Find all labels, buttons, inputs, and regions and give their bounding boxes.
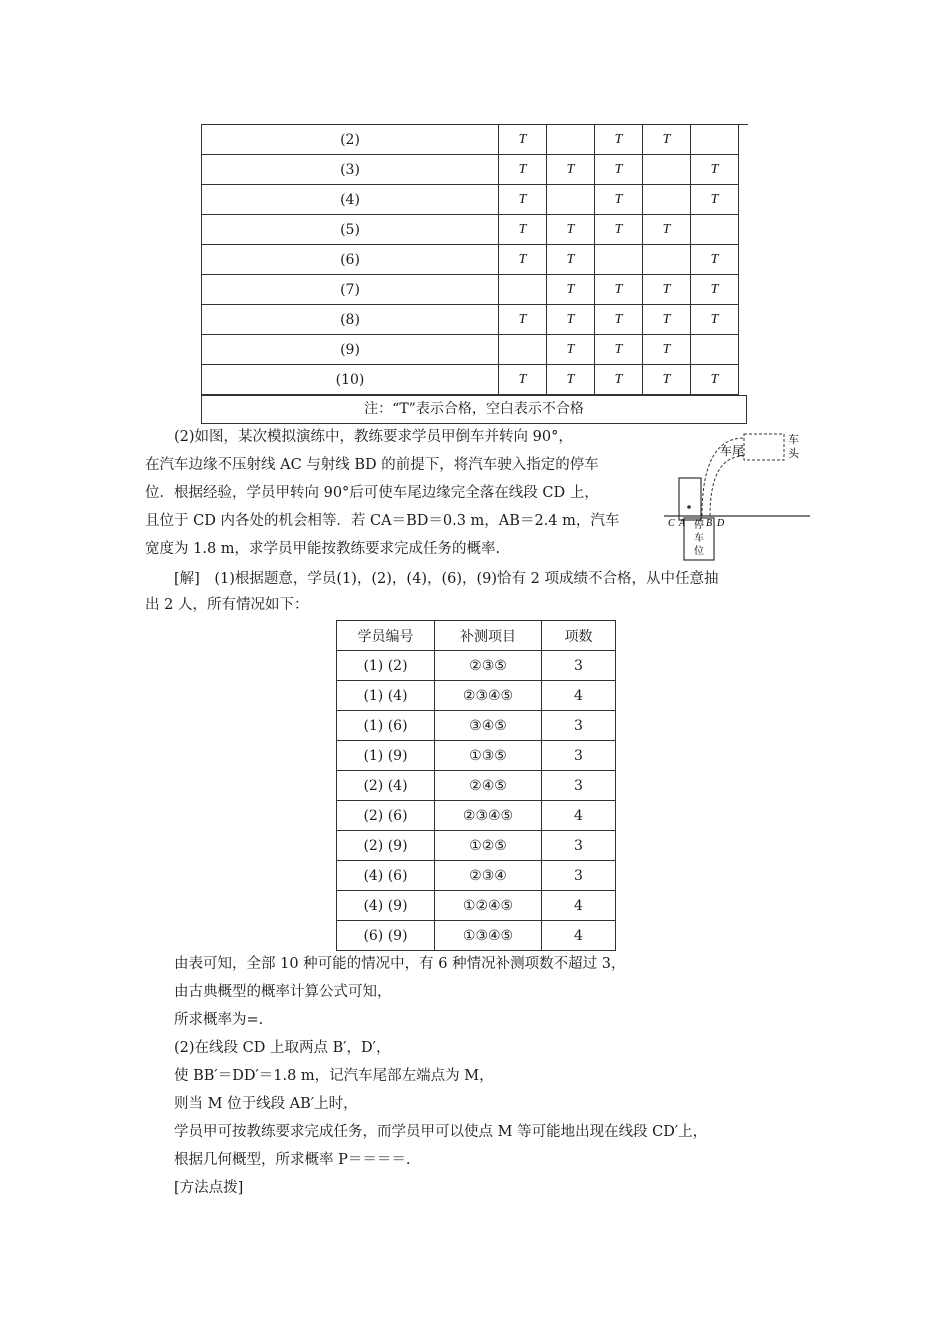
score-cell: T: [595, 185, 643, 215]
score-cell: T: [691, 275, 739, 305]
score-cell: T: [691, 185, 739, 215]
label-car-head-2: 头: [788, 447, 799, 460]
combo-cell: ②③⑤: [435, 651, 542, 681]
combo-row: [337, 711, 616, 741]
score-cell: T: [595, 335, 643, 365]
student-id-cell: (3): [202, 155, 499, 185]
score-cell: T: [643, 275, 691, 305]
combo-cell: 4: [542, 801, 616, 831]
combination-table: [336, 620, 616, 951]
score-cell: [643, 155, 691, 185]
score-cell: T: [691, 305, 739, 335]
combo-row: [337, 831, 616, 861]
score-cell: T: [643, 365, 691, 395]
score-cell: T: [499, 245, 547, 275]
student-id-cell: (7): [202, 275, 499, 305]
point-a: A: [679, 518, 686, 529]
combo-cell: 3: [542, 741, 616, 771]
score-row: [202, 335, 739, 365]
car-solid: [679, 478, 701, 520]
parking-diagram: [662, 428, 812, 563]
parking-label-2: 车: [694, 533, 704, 544]
label-car-tail: 车尾: [720, 444, 745, 458]
solution-line-1: [解] (1)根据题意，学员(1)，(2)，(4)，(6)，(9)恰有 2 项成绩不合格，从中任意抽: [174, 571, 719, 587]
combo-header-row: [337, 621, 616, 651]
score-row: [202, 305, 739, 335]
combo-cell: 3: [542, 861, 616, 891]
score-cell: [691, 215, 739, 245]
parking-label-1: 停: [694, 520, 704, 531]
solution-line-2: 出 2 人，所有情况如下：: [145, 597, 309, 613]
score-row: [202, 215, 739, 245]
combo-cell: ②③④⑤: [435, 801, 542, 831]
combo-cell: 3: [542, 711, 616, 741]
score-row: [202, 275, 739, 305]
combo-row: [337, 861, 616, 891]
conclusion-line-3: 所求概率为=.: [174, 1012, 264, 1028]
combo-cell: (2) (6): [337, 801, 435, 831]
problem-line-4: 且位于 CD 内各处的机会相等．若 CA＝BD＝0.3 m，AB＝2.4 m，汽车: [145, 513, 620, 529]
student-id-cell: (2): [202, 125, 499, 155]
student-id-cell: (5): [202, 215, 499, 245]
conclusion-line-6: 则当 M 位于线段 AB′上时，: [174, 1096, 358, 1112]
problem-line-3: 位．根据经验，学员甲转向 90°后可使车尾边缘完全落在线段 CD 上，: [145, 485, 599, 501]
score-table: [201, 124, 739, 395]
combo-cell: ②③④⑤: [435, 681, 542, 711]
score-cell: T: [499, 185, 547, 215]
score-cell: T: [547, 365, 595, 395]
combo-cell: (2) (4): [337, 771, 435, 801]
score-cell: T: [595, 215, 643, 245]
score-row: [202, 155, 739, 185]
combo-cell: 4: [542, 921, 616, 951]
score-cell: T: [595, 275, 643, 305]
parking-label-3: 位: [694, 546, 704, 557]
score-cell: [499, 275, 547, 305]
car-dashed: [744, 434, 784, 460]
score-cell: [643, 185, 691, 215]
score-cell: T: [499, 305, 547, 335]
combo-cell: 4: [542, 681, 616, 711]
score-cell: T: [691, 365, 739, 395]
score-cell: T: [499, 155, 547, 185]
score-cell: [499, 335, 547, 365]
score-cell: [547, 125, 595, 155]
conclusion-line-5: 使 BB′＝DD′＝1.8 m，记汽车尾部左端点为 M，: [174, 1068, 494, 1084]
score-cell: T: [547, 275, 595, 305]
combo-cell: (1) (4): [337, 681, 435, 711]
conclusion-line-1: 由表可知，全部 10 种可能的情况中，有 6 种情况补测项数不超过 3，: [174, 956, 626, 972]
combo-cell: ①③⑤: [435, 741, 542, 771]
combo-header-cell: 学员编号: [337, 621, 435, 651]
point-d: D: [717, 518, 725, 529]
score-cell: [643, 245, 691, 275]
point-b: B: [706, 518, 713, 529]
point-c: C: [668, 518, 675, 529]
student-id-cell: (6): [202, 245, 499, 275]
score-cell: T: [547, 155, 595, 185]
conclusion-line-7: 学员甲可按教练要求完成任务，而学员甲可以使点 M 等可能地出现在线段 CD′上，: [174, 1124, 708, 1140]
score-cell: T: [595, 305, 643, 335]
combo-row: [337, 681, 616, 711]
conclusion-line-8: 根据几何概型，所求概率 P＝＝＝＝.: [174, 1152, 411, 1168]
combo-row: [337, 651, 616, 681]
score-cell: [547, 185, 595, 215]
score-row: [202, 365, 739, 395]
score-cell: T: [643, 335, 691, 365]
combo-row: [337, 921, 616, 951]
conclusion-line-4: (2)在线段 CD 上取两点 B′，D′，: [174, 1040, 391, 1056]
table-edge-mark: [738, 124, 748, 125]
combo-cell: 4: [542, 891, 616, 921]
combo-row: [337, 891, 616, 921]
score-cell: T: [643, 215, 691, 245]
combo-cell: 3: [542, 651, 616, 681]
combo-cell: (1) (6): [337, 711, 435, 741]
car-center-dot: [687, 505, 691, 509]
combo-cell: ②③④: [435, 861, 542, 891]
score-cell: T: [499, 215, 547, 245]
score-cell: T: [643, 305, 691, 335]
combo-cell: (6) (9): [337, 921, 435, 951]
combo-row: [337, 771, 616, 801]
score-row: [202, 245, 739, 275]
score-row: [202, 125, 739, 155]
combo-cell: (2) (9): [337, 831, 435, 861]
combo-header-cell: 项数: [542, 621, 616, 651]
score-cell: T: [595, 365, 643, 395]
combo-row: [337, 801, 616, 831]
score-cell: T: [643, 125, 691, 155]
student-id-cell: (10): [202, 365, 499, 395]
score-row: [202, 185, 739, 215]
score-cell: T: [499, 365, 547, 395]
turn-arc-inner: [710, 456, 744, 516]
score-cell: T: [499, 125, 547, 155]
problem-line-1: (2)如图，某次模拟演练中，教练要求学员甲倒车并转向 90°，: [174, 429, 573, 445]
combo-row: [337, 741, 616, 771]
problem-line-5: 宽度为 1.8 m，求学员甲能按教练要求完成任务的概率.: [145, 541, 501, 557]
combo-cell: ③④⑤: [435, 711, 542, 741]
combo-cell: (1) (9): [337, 741, 435, 771]
score-cell: T: [691, 245, 739, 275]
score-cell: T: [595, 125, 643, 155]
combo-cell: ①③④⑤: [435, 921, 542, 951]
score-cell: [691, 125, 739, 155]
conclusion-line-2: 由古典概型的概率计算公式可知，: [174, 984, 392, 1000]
combo-cell: (1) (2): [337, 651, 435, 681]
combo-cell: 3: [542, 771, 616, 801]
student-id-cell: (9): [202, 335, 499, 365]
score-cell: [595, 245, 643, 275]
student-id-cell: (4): [202, 185, 499, 215]
score-cell: T: [547, 335, 595, 365]
student-id-cell: (8): [202, 305, 499, 335]
combo-cell: ②④⑤: [435, 771, 542, 801]
score-cell: T: [595, 155, 643, 185]
conclusion-line-9: [方法点拨]: [174, 1180, 244, 1196]
combo-cell: ①②④⑤: [435, 891, 542, 921]
score-cell: T: [547, 215, 595, 245]
combo-cell: 3: [542, 831, 616, 861]
problem-line-2: 在汽车边缘不压射线 AC 与射线 BD 的前提下，将汽车驶入指定的停车: [145, 457, 599, 473]
combo-cell: (4) (9): [337, 891, 435, 921]
score-cell: [691, 335, 739, 365]
label-car-head-1: 车: [788, 433, 799, 446]
combo-header-cell: 补测项目: [435, 621, 542, 651]
score-cell: T: [547, 245, 595, 275]
table-note: 注：“T”表示合格，空白表示不合格: [201, 395, 747, 424]
score-cell: T: [691, 155, 739, 185]
score-cell: T: [547, 305, 595, 335]
combo-cell: ①②⑤: [435, 831, 542, 861]
combo-cell: (4) (6): [337, 861, 435, 891]
